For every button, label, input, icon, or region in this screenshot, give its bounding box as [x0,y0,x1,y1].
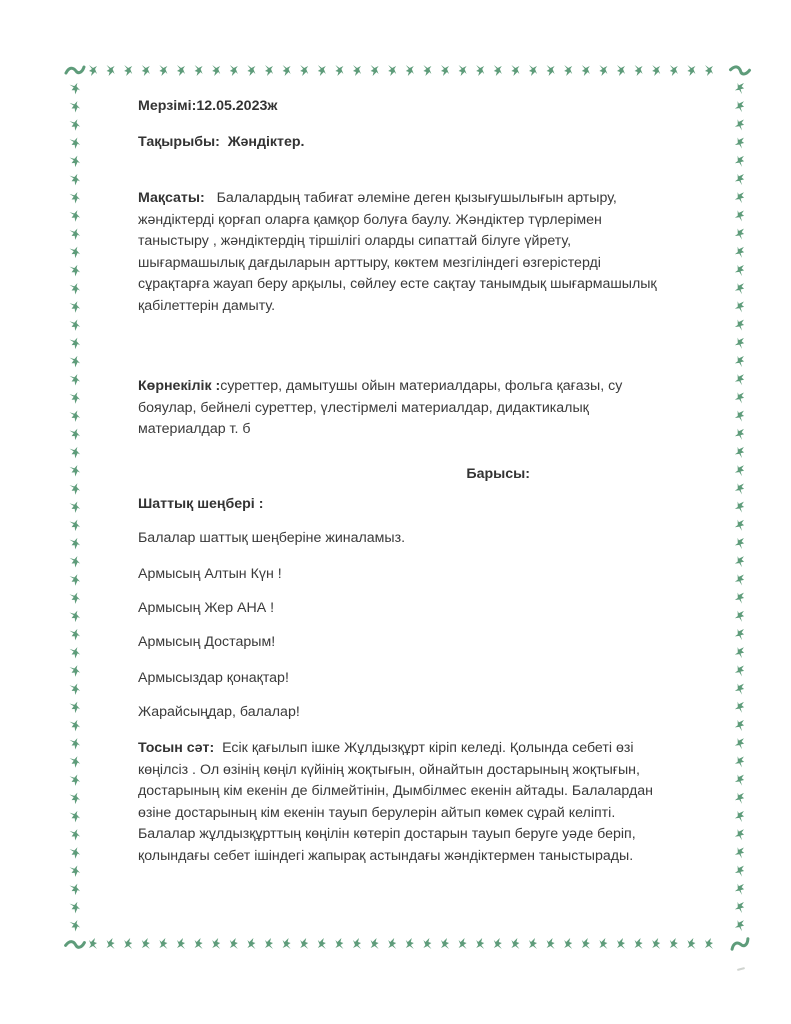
progress-heading: Барысы: [466,466,530,482]
circle-line: Армысыздар қонақтар! [138,670,289,686]
leaf-sprig-icon [212,938,220,949]
leaf-sprig-icon [124,65,132,76]
leaf-sprig-icon [107,938,115,949]
leaf-sprig-icon [70,100,81,113]
leaf-sprig-icon [70,737,81,750]
goal-text-line: қабілеттерін дамыту. [138,297,276,314]
goal-text-line: жәндіктерді қорғап оларға қамқор болуға баулу. Жәндіктер түрлерімен [138,211,602,228]
leaf-sprig-icon [735,682,746,695]
surprise-section [138,738,718,867]
leaf-sprig-icon [159,65,167,76]
leaf-sprig-icon [687,65,695,76]
leaf-sprig-icon [70,373,81,386]
leaf-sprig-icon [735,773,746,786]
leaf-sprig-icon [735,736,746,749]
leaf-sprig-icon [300,938,308,949]
leaf-sprig-icon [564,65,572,76]
leaf-sprig-icon [142,938,150,949]
leaf-sprig-icon [652,65,660,76]
leaf-sprig-icon [70,464,81,477]
leaf-sprig-icon [735,700,746,713]
visuals-text-line: бояулар, бейнелі суреттер, үлестірмелі материалдар, дидактикалық [138,399,589,416]
leaf-sprig-icon [735,827,746,840]
leaf-sprig-icon [511,938,519,949]
leaf-sprig-icon [582,65,590,76]
leaf-sprig-icon [70,792,81,805]
leaf-sprig-icon [735,208,746,221]
leaf-sprig-icon [406,65,414,76]
leaf-sprig-icon [705,938,713,949]
leaf-sprig-icon [735,117,746,130]
leaf-sprig-icon [70,755,81,768]
leaf-sprig-icon [735,172,746,185]
leaf-sprig-icon [70,519,81,532]
leaf-sprig-icon [89,938,97,949]
leaf-sprig-icon [617,65,625,76]
leaf-sprig-icon [230,65,238,76]
leaf-sprig-icon [735,263,746,276]
leaf-sprig-icon [70,264,81,277]
leaf-sprig-icon [70,683,81,696]
goal-section [138,188,718,317]
circle-line: Балалар шаттық шеңберіне жиналамыз. [138,530,406,546]
goal-text-line: Балалардың табиғат әлеміне деген қызығушылығын артыру, [216,190,617,206]
leaf-sprig-icon [89,65,97,76]
visuals-text-line: материалдар т. б [138,421,251,437]
leaf-sprig-icon [735,536,746,549]
circle-line: Жарайсыңдар, балалар! [138,704,300,720]
leaf-sprig-icon [195,938,203,949]
leaf-sprig-icon [70,118,81,131]
leaf-sprig-icon [529,65,537,76]
leaf-sprig-icon [459,65,467,76]
leaf-sprig-icon [735,591,746,604]
leaf-sprig-icon [735,390,746,403]
leaf-sprig-icon [70,610,81,623]
leaf-sprig-icon [735,663,746,676]
leaf-sprig-icon [70,228,81,241]
leaf-sprig-icon [70,555,81,568]
swirl-flourish-icon [66,939,85,948]
leaf-sprig-icon [70,592,81,605]
leaf-sprig-icon [735,227,746,240]
leaf-sprig-icon [212,65,220,76]
leaf-sprig-icon [735,572,746,585]
leaf-sprig-icon [70,501,81,514]
leaf-sprig-icon [70,319,81,332]
leaf-sprig-icon [735,409,746,422]
leaf-sprig-icon [511,65,519,76]
leaf-sprig-icon [70,919,81,932]
leaf-sprig-icon [159,938,167,949]
leaf-sprig-icon [353,938,361,949]
leaf-sprig-icon [177,65,185,76]
leaf-sprig-icon [735,463,746,476]
leaf-sprig-icon [70,883,81,896]
leaf-sprig-icon [388,65,396,76]
leaf-sprig-icon [70,810,81,823]
leaf-sprig-icon [70,173,81,186]
leaf-sprig-icon [70,719,81,732]
visuals-label: Көрнекілік : [138,378,221,394]
visuals-section [138,376,718,441]
leaf-sprig-icon [735,99,746,112]
leaf-sprig-icon [735,609,746,622]
leaf-sprig-icon [670,65,678,76]
circle-line: Армысың Алтын Күн ! [138,566,282,582]
leaf-sprig-icon [735,318,746,331]
leaf-sprig-icon [735,627,746,640]
leaf-sprig-icon [70,774,81,787]
topic-value: Жәндіктер. [227,134,305,150]
leaf-sprig-icon [70,410,81,423]
leaf-sprig-icon [494,938,502,949]
leaf-sprig-icon [599,938,607,949]
circle-heading-line [138,494,718,516]
surprise-text-line: Есік қағылып ішке Жұлдызқұрт кіріп келеді. Қолында себеті өзі [222,740,634,756]
leaf-sprig-icon [70,391,81,404]
leaf-sprig-icon [70,446,81,459]
leaf-sprig-icon [735,845,746,858]
surprise-text-line: өзіне достарының кім екенін тауып берулерін айтып көмек сұрай келіпті. [138,804,616,821]
leaf-sprig-icon [617,938,625,949]
goal-label: Мақсаты: [138,190,205,206]
leaf-sprig-icon [735,754,746,767]
leaf-sprig-icon [735,791,746,804]
leaf-sprig-icon [735,281,746,294]
leaf-sprig-icon [476,938,484,949]
date-line [138,96,718,118]
leaf-sprig-icon [459,938,467,949]
date-label: Мерзімі: [138,98,197,114]
leaf-sprig-icon [735,190,746,203]
leaf-sprig-icon [735,136,746,149]
leaf-sprig-icon [735,245,746,258]
leaf-sprig-icon [70,355,81,368]
leaf-sprig-icon [107,65,115,76]
leaf-sprig-icon [735,918,746,931]
leaf-sprig-icon [547,65,555,76]
leaf-sprig-icon [70,828,81,841]
leaf-sprig-icon [70,246,81,259]
leaf-sprig-icon [283,938,291,949]
leaf-sprig-icon [371,938,379,949]
leaf-sprig-icon [70,628,81,641]
leaf-sprig-icon [529,938,537,949]
leaf-sprig-icon [124,938,132,949]
leaf-sprig-icon [70,191,81,204]
leaf-sprig-icon [735,81,746,94]
leaf-sprig-icon [735,154,746,167]
leaf-sprig-icon [735,500,746,513]
leaf-sprig-icon [70,482,81,495]
leaf-sprig-icon [388,938,396,949]
leaf-sprig-icon [476,65,484,76]
leaf-sprig-icon [494,65,502,76]
surprise-label: Тосын сәт: [138,740,215,756]
leaf-sprig-icon [230,938,238,949]
swirl-flourish-icon [66,67,84,73]
leaf-sprig-icon [735,718,746,731]
leaf-sprig-icon [70,337,81,350]
swirl-flourish-icon [731,939,750,949]
topic-line [138,132,718,154]
leaf-sprig-icon [735,354,746,367]
goal-text-line: сұрақтарға жауап беру арқылы, сөйлеу есте сақтау танымдық шығармашылық [138,276,657,292]
leaf-sprig-icon [335,65,343,76]
circle-line: Армысың Жер АНА ! [138,600,275,616]
leaf-sprig-icon [735,809,746,822]
leaf-sprig-icon [423,938,431,949]
leaf-sprig-icon [652,938,660,949]
leaf-sprig-icon [735,518,746,531]
leaf-sprig-icon [70,573,81,586]
leaf-sprig-icon [735,445,746,458]
leaf-sprig-icon [635,65,643,76]
leaf-sprig-icon [70,846,81,859]
leaf-sprig-icon [735,372,746,385]
leaf-sprig-icon [353,65,361,76]
goal-text-line: таныстыру , жәндіктердің тіршілігі оларды сипаттай білуге үйрету, [138,233,572,249]
leaf-sprig-icon [371,65,379,76]
leaf-sprig-icon [70,137,81,150]
scan-speck [737,967,745,971]
leaf-sprig-icon [247,938,255,949]
leaf-sprig-icon [265,938,273,949]
date-value: 12.05.2023ж [196,98,278,114]
goal-text-line: шығармашылық дағдыларын арттыру, көктем мезгіліндегі өзгерістерді [138,254,601,271]
leaf-sprig-icon [599,65,607,76]
leaf-sprig-icon [70,428,81,441]
leaf-sprig-icon [735,645,746,658]
leaf-sprig-icon [70,155,81,168]
leaf-sprig-icon [70,701,81,714]
leaf-sprig-icon [635,938,643,949]
leaf-sprig-icon [195,65,203,76]
circle-line: Армысың Достарым! [138,634,276,650]
leaf-sprig-icon [70,282,81,295]
surprise-text-line: қолындағы себет ішіндегі жапырақ астындағы жәндіктермен таныстырады. [138,847,634,864]
circle-label: Шаттық шеңбері : [138,496,264,512]
leaf-sprig-icon [70,300,81,313]
leaf-sprig-icon [441,65,449,76]
leaf-sprig-icon [247,65,255,76]
leaf-sprig-icon [735,336,746,349]
leaf-sprig-icon [705,65,713,76]
leaf-sprig-icon [70,901,81,914]
leaf-sprig-icon [687,938,695,949]
leaf-sprig-icon [177,938,185,949]
leaf-sprig-icon [564,938,572,949]
leaf-sprig-icon [300,65,308,76]
leaf-sprig-icon [735,900,746,913]
leaf-sprig-icon [735,481,746,494]
leaf-sprig-icon [335,938,343,949]
leaf-sprig-icon [441,938,449,949]
leaf-sprig-icon [318,938,326,949]
leaf-sprig-icon [70,537,81,550]
surprise-text-line: достарының кім екенін де білмейтінін, Дымбілмес екенін айтады. Балалардан [138,783,654,799]
swirl-flourish-icon [731,64,750,76]
leaf-sprig-icon [735,427,746,440]
topic-label: Тақырыбы: [138,134,220,150]
leaf-sprig-icon [70,865,81,878]
leaf-sprig-icon [70,209,81,222]
leaf-sprig-icon [670,938,678,949]
leaf-sprig-icon [283,65,291,76]
surprise-text-line: Балалар жұлдызқұрттың көңілін көтеріп достарын тауып беруге уәде беріп, [138,826,636,842]
leaf-sprig-icon [318,65,326,76]
leaf-sprig-icon [582,938,590,949]
leaf-sprig-icon [265,65,273,76]
surprise-text-line: көңілсіз . Ол өзінің көңіл күйінің жоқтығын, ойнайтын достарының жоқтығын, [138,761,640,778]
leaf-sprig-icon [735,554,746,567]
leaf-sprig-icon [70,646,81,659]
leaf-sprig-icon [735,299,746,312]
visuals-text-line: суреттер, дамытушы ойын материалдары, фольга қағазы, су [220,378,623,394]
leaf-sprig-icon [406,938,414,949]
leaf-sprig-icon [735,864,746,877]
leaf-sprig-icon [70,664,81,677]
leaf-sprig-icon [142,65,150,76]
leaf-sprig-icon [735,882,746,895]
leaf-sprig-icon [423,65,431,76]
leaf-sprig-icon [70,82,81,95]
leaf-sprig-icon [547,938,555,949]
